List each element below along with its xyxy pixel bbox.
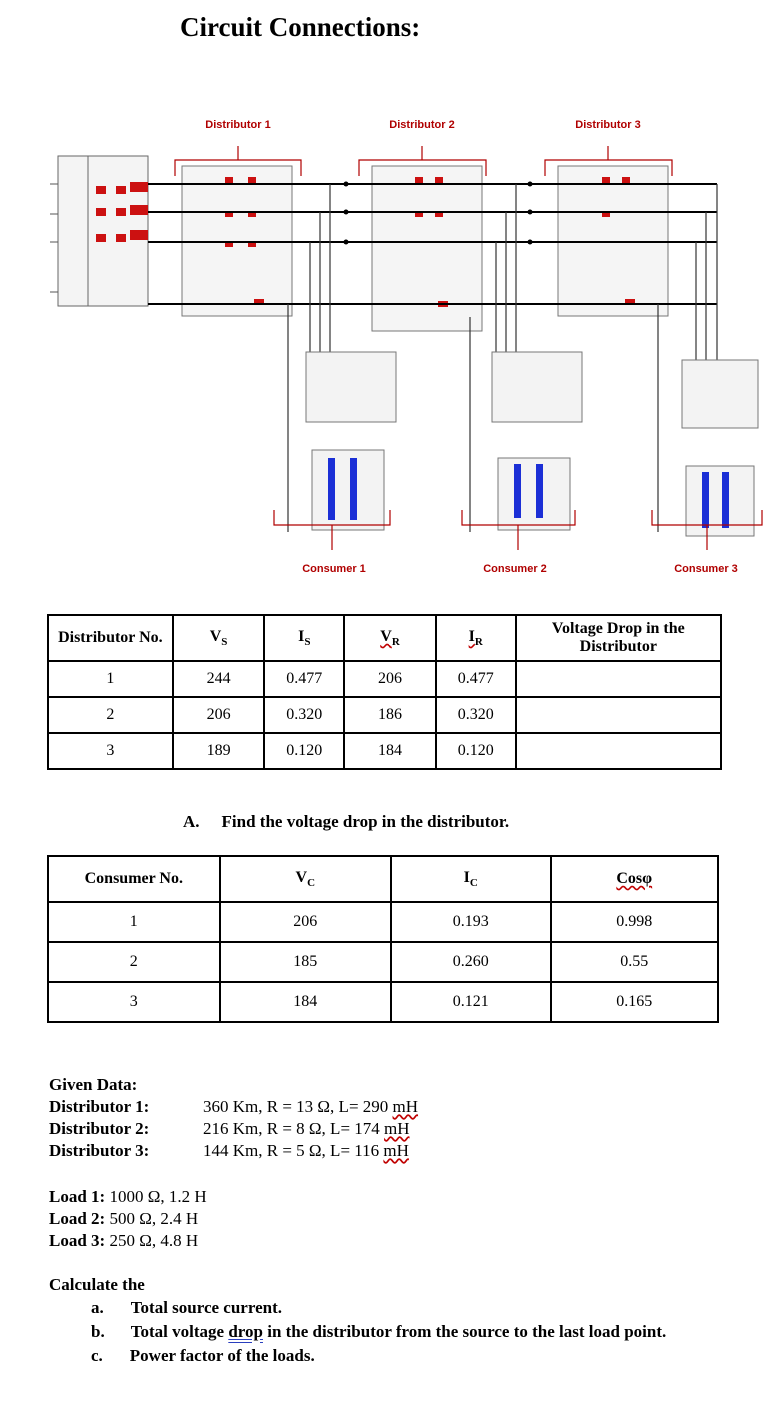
cos-header: Cosφ (551, 856, 719, 902)
table-header-row (48, 615, 721, 661)
source-panel (50, 156, 148, 306)
distributor-2-label: Distributor 2 (389, 119, 455, 131)
cell-no: 3 (48, 982, 220, 1022)
distributor-1-label: Distributor 1: (49, 1097, 150, 1116)
table-row (48, 697, 721, 733)
cell-ic: 0.260 (391, 942, 551, 982)
cell-cos: 0.998 (551, 902, 719, 942)
cell-no: 2 (48, 942, 220, 982)
calc-item-c: c. Power factor of the loads. (91, 1346, 315, 1365)
ic-header: $I_C$ (391, 856, 551, 902)
table-row (48, 733, 721, 769)
distributor-table (47, 614, 722, 770)
cell-vc: 206 (220, 902, 391, 942)
consumer-1-label: Consumer 1 (302, 563, 366, 575)
distributor-no-header: Distributor No. (48, 615, 173, 661)
cell-cos: 0.55 (551, 942, 719, 982)
cell-vs: 244 (173, 661, 265, 697)
cell-ir: 0.320 (436, 697, 516, 733)
vc-header: $V_C$ (220, 856, 391, 902)
consumer-no-header: Consumer No. (48, 856, 220, 902)
cell-drop[interactable] (516, 733, 721, 769)
cell-vr: 184 (344, 733, 436, 769)
load-3: Load 3: 250 Ω, 4.8 H (49, 1231, 199, 1250)
distributor-1-label: Distributor 1 (205, 119, 271, 131)
consumer-table (47, 855, 719, 1023)
vs-header: $V_S$ (173, 615, 265, 661)
question-a-letter: A. (183, 812, 200, 831)
cell-is: 0.120 (264, 733, 344, 769)
cell-drop[interactable] (516, 697, 721, 733)
calc-item-a: a. Total source current. (91, 1298, 283, 1317)
question-a-text: Find the voltage drop in the distributor. (221, 812, 510, 831)
calc-item-b: b. Total voltage drop in the distributor from the source to the last load point. (91, 1322, 667, 1341)
table-row (48, 982, 718, 1022)
cell-no: 1 (48, 902, 220, 942)
table-row (48, 661, 721, 697)
cell-vc: 184 (220, 982, 391, 1022)
cell-ir: 0.477 (436, 661, 516, 697)
vr-header: $V_R$ (344, 615, 436, 661)
cell-vr: 206 (344, 661, 436, 697)
cell-vs: 189 (173, 733, 265, 769)
cell-ic: 0.193 (391, 902, 551, 942)
table-row (48, 942, 718, 982)
cell-drop[interactable] (516, 661, 721, 697)
distributor-3-label: Distributor 3: (49, 1141, 150, 1160)
cell-is: 0.477 (264, 661, 344, 697)
voltage-drop-header: Voltage Drop in the Distributor (516, 615, 721, 661)
cell-cos: 0.165 (551, 982, 719, 1022)
circuit-diagram (50, 112, 765, 582)
consumer-3-label: Consumer 3 (674, 563, 738, 575)
ir-header: $I_R$ (436, 615, 516, 661)
distributor-3-label: Distributor 3 (575, 119, 641, 131)
calculate-heading: Calculate the (49, 1275, 145, 1294)
table-header-row (48, 856, 718, 902)
given-heading: Given Data: (49, 1075, 138, 1094)
cell-vc: 185 (220, 942, 391, 982)
cell-no: 2 (48, 697, 173, 733)
page-title: Circuit Connections: (180, 12, 421, 42)
distributor-2-label: Distributor 2: (49, 1119, 150, 1138)
distributor-2-value: 216 Km, R = 8 Ω, L= 174 mH (203, 1119, 410, 1138)
cell-vr: 186 (344, 697, 436, 733)
distributor-3-value: 144 Km, R = 5 Ω, L= 116 mH (203, 1141, 409, 1160)
cell-no: 3 (48, 733, 173, 769)
table-row (48, 902, 718, 942)
consumer-2-label: Consumer 2 (483, 563, 547, 575)
cell-ic: 0.121 (391, 982, 551, 1022)
question-a (183, 812, 509, 832)
load-1: Load 1: 1000 Ω, 1.2 H (49, 1187, 207, 1206)
cell-is: 0.320 (264, 697, 344, 733)
distributor-1-value: 360 Km, R = 13 Ω, L= 290 mH (203, 1097, 419, 1116)
cell-no: 1 (48, 661, 173, 697)
load-2: Load 2: 500 Ω, 2.4 H (49, 1209, 199, 1228)
cell-vs: 206 (173, 697, 265, 733)
cell-ir: 0.120 (436, 733, 516, 769)
given-data (49, 1074, 749, 1404)
is-header: $I_S$ (264, 615, 344, 661)
